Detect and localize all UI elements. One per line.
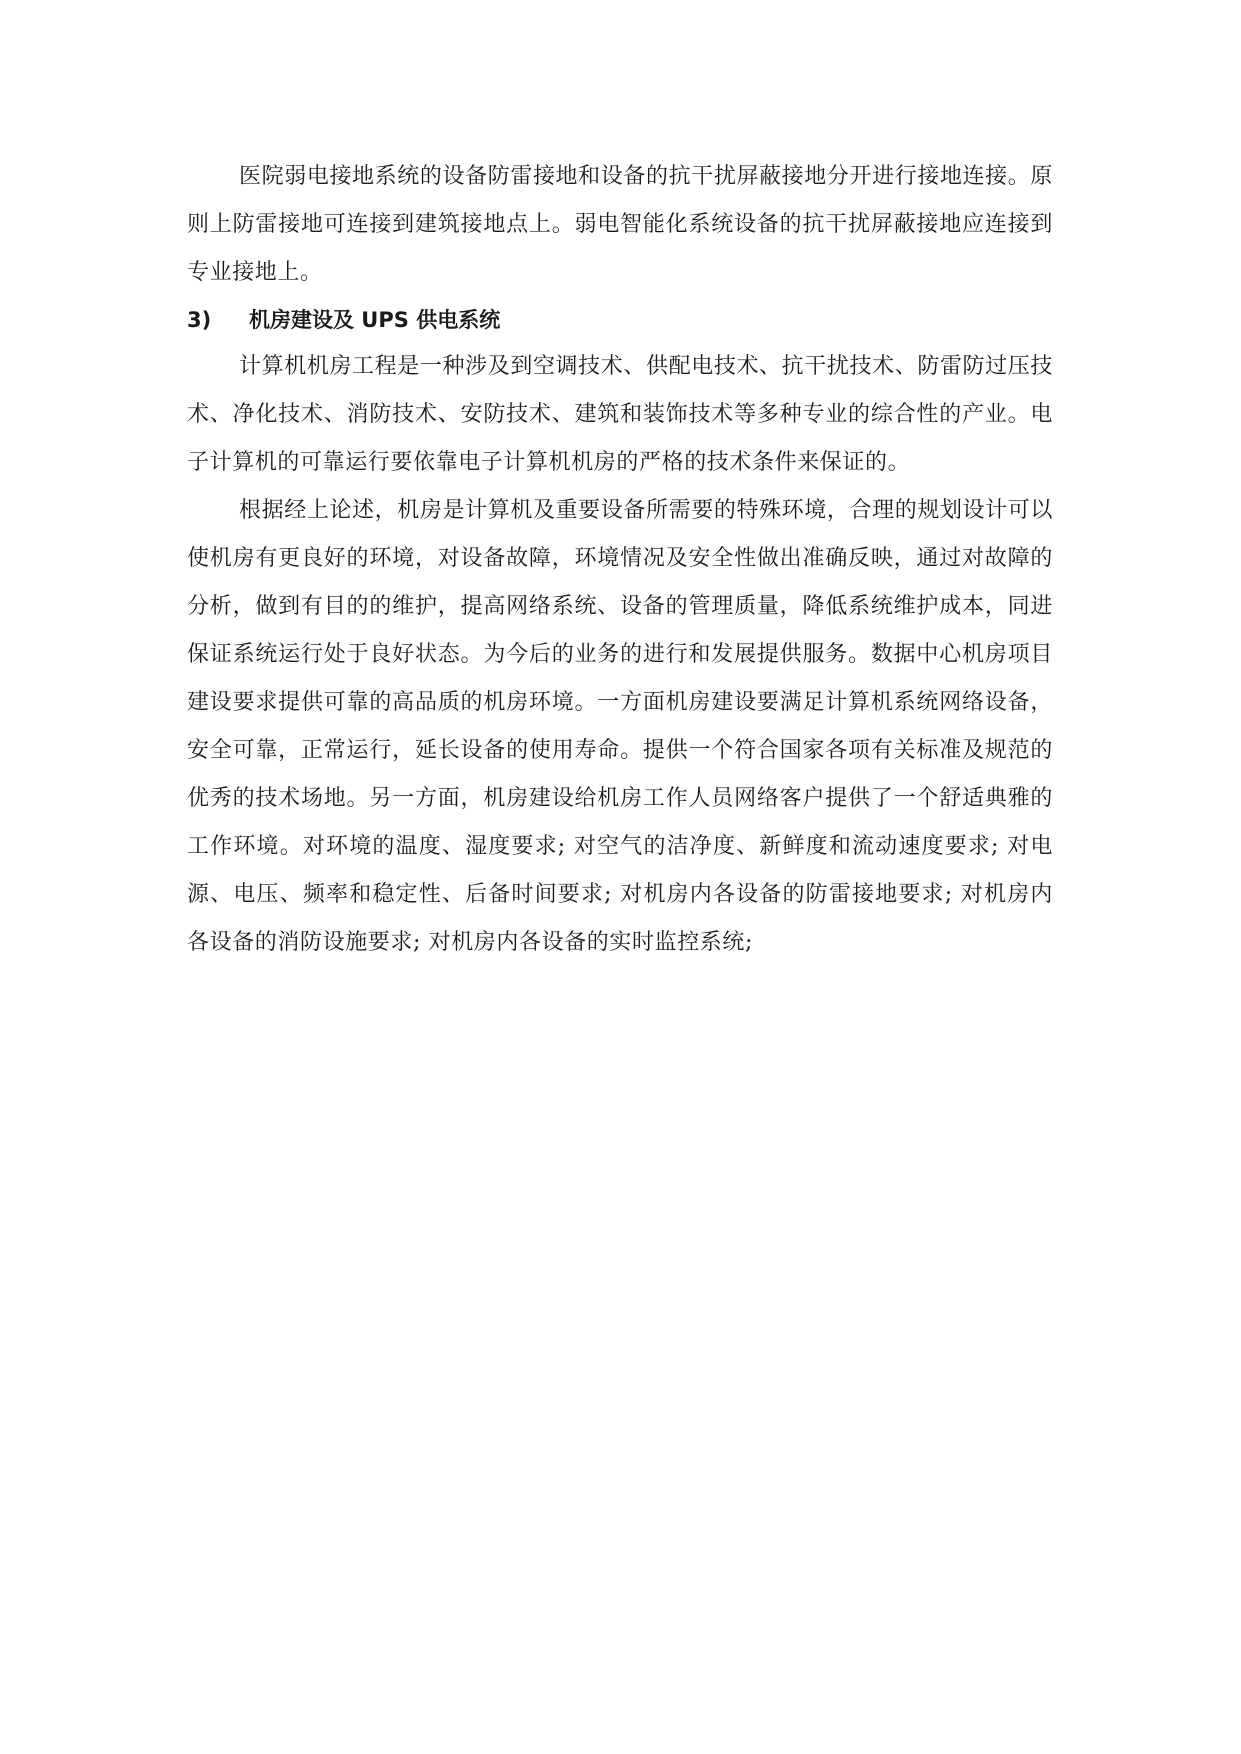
section-heading: [187, 297, 1053, 343]
paragraph-grounding: 医院弱电接地系统的设备防雷接地和设备的抗干扰屏蔽接地分开进行接地连接。原则上防雷接地可连接到建筑接地点上。弱电智能化系统设备的抗干扰屏蔽接地应连接到专业接地上。: [187, 164, 1053, 285]
section-number: 3): [187, 308, 212, 332]
paragraph-engineering: 计算机机房工程是一种涉及到空调技术、供配电技术、抗干扰技术、防雷防过压技术、净化技术、消防技术、安防技术、建筑和装饰技术等多种专业的综合性的产业。电子计算机的可靠运行要依靠电子计算机机房的严格的技术条件来保证的。: [187, 354, 1053, 475]
document-body: [187, 153, 1053, 967]
section-title: 机房建设及 UPS 供电系统: [249, 308, 501, 332]
paragraph-requirements: 根据经上论述，机房是计算机及重要设备所需要的特殊环境，合理的规划设计可以使机房有更良好的环境，对设备故障，环境情况及安全性做出准确反映，通过对故障的分析，做到有目的的维护，提高网络系统、设备的管理质量，降低系统维护成本，同进保证系统运行处于良好状态。为今后的业务的进行和发展提供服务。数据中心机房项目建设要求提供可靠的高品质的机房环境。一方面机房建设要满足计算机系统网络设备，安全可靠，正常运行，延长设备的使用寿命。提供一个符合国家各项有关标准及规范的优秀的技术场地。另一方面，机房建设给机房工作人员网络客户提供了一个舒适典雅的工作环境。对环境的温度、湿度要求; 对空气的洁净度、新鲜度和流动速度要求; 对电源、电压、频率和稳定性、后备时间要求; 对机房内各设备的防雷接地要求; 对机房内各设备的消防设施要求; 对机房内各设备的实时监控系统;: [187, 498, 1053, 955]
